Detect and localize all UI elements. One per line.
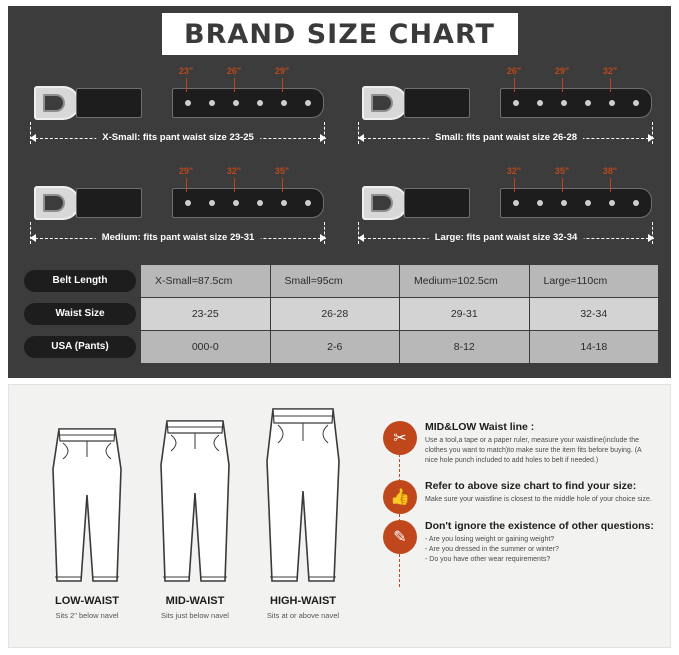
table-cell: 29-31 — [400, 298, 530, 331]
belt-caption: X-Small: fits pant waist size 23-25 — [96, 132, 260, 143]
tick-label: 29" — [554, 66, 570, 76]
row-header-cell — [20, 265, 141, 298]
pants-sublabel: Sits just below navel — [161, 611, 229, 620]
belt-strap-left — [76, 88, 142, 118]
tip-line: clothes you want to match)to make sure the item fits before buying. (A — [425, 447, 642, 455]
pants-sublabel: Sits at or above navel — [266, 611, 340, 620]
table-cell: 2-6 — [270, 331, 400, 364]
belt-buckle-icon — [34, 86, 80, 120]
tick-label: 32" — [226, 166, 242, 176]
scissors-icon: ✂ — [383, 421, 417, 455]
tip-line: Make sure your waistline is closest to the middle hole of your choice size. — [425, 496, 652, 504]
belt-diagram-large — [348, 160, 659, 258]
tip-item-other-questions — [377, 520, 663, 565]
pants-illustration — [33, 399, 141, 589]
tip-item-refer-chart — [377, 480, 663, 505]
tip-body — [425, 436, 663, 466]
belt-strap-left — [76, 188, 142, 218]
table-cell: Large=110cm — [529, 265, 659, 298]
table-cell: Medium=102.5cm — [400, 265, 530, 298]
belt-measure-bracket — [358, 122, 654, 152]
belt-holes — [185, 200, 313, 207]
table-cell: 23-25 — [141, 298, 271, 331]
page-title: BRAND SIZE CHART — [184, 18, 495, 50]
belt-holes — [513, 100, 641, 107]
row-header-label: USA (Pants) — [24, 336, 136, 358]
belt-strap-left — [404, 88, 470, 118]
table-row — [20, 265, 659, 298]
table-cell: 26-28 — [270, 298, 400, 331]
thumbs-up-icon: 👍 — [383, 480, 417, 514]
belt-tick-labels — [172, 66, 324, 88]
table-cell: 000-0 — [141, 331, 271, 364]
belt-caption: Large: fits pant waist size 32-34 — [429, 232, 584, 243]
table-row — [20, 298, 659, 331]
pants-illustration — [141, 399, 249, 589]
tick-label: 26" — [506, 66, 522, 76]
belt-strap-right — [172, 88, 324, 118]
row-header-label: Belt Length — [24, 270, 136, 292]
tip-line: - Are you losing weight or gaining weight? — [425, 535, 555, 543]
top-panel — [8, 6, 671, 378]
tick-label: 32" — [506, 166, 522, 176]
tips-list — [377, 421, 663, 579]
pants-label: LOW-WAIST — [55, 595, 119, 607]
tip-title: Refer to above size chart to find your size: — [425, 480, 637, 493]
belt-measure-bracket — [30, 222, 326, 252]
tip-line: nice hole punch included to add holes to belt if needed.) — [425, 457, 599, 465]
belt-measure-bracket — [30, 122, 326, 152]
belt-diagram-x-small — [20, 60, 331, 158]
pants-illustration — [249, 399, 357, 589]
table-cell: 32-34 — [529, 298, 659, 331]
row-header-cell — [20, 331, 141, 364]
row-header-label: Waist Size — [24, 303, 136, 325]
belt-strap-right — [500, 188, 652, 218]
belt-buckle-icon — [34, 186, 80, 220]
pants-sublabel: Sits 2" below navel — [55, 611, 119, 620]
tip-title: MID&LOW Waist line : — [425, 421, 535, 433]
pants-figure-high-waist — [249, 399, 357, 620]
tick-label: 35" — [274, 166, 290, 176]
belt-buckle-icon — [362, 186, 408, 220]
pencil-icon: ✎ — [383, 520, 417, 554]
belt-diagram-small — [348, 60, 659, 158]
tick-label: 29" — [274, 66, 290, 76]
table-cell: Small=95cm — [270, 265, 400, 298]
belt-tick-labels — [500, 166, 652, 188]
tip-line: - Are you dressed in the summer or winter? — [425, 545, 559, 553]
belt-caption: Medium: fits pant waist size 29-31 — [96, 232, 261, 243]
pants-figure-mid-waist — [141, 399, 249, 620]
belt-strap-left — [404, 188, 470, 218]
tip-body — [425, 495, 663, 505]
tip-title: Don't ignore the existence of other questions: — [425, 519, 654, 532]
tip-line: Use a tool,a tape or a paper ruler, measure your waistline(include the — [425, 437, 640, 444]
belt-diagram-medium — [20, 160, 331, 258]
belt-strap-right — [172, 188, 324, 218]
belt-strap-right — [500, 88, 652, 118]
tick-label: 29" — [178, 166, 194, 176]
table-row — [20, 331, 659, 364]
pants-label: HIGH-WAIST — [270, 595, 336, 607]
size-table — [20, 264, 659, 364]
table-cell: 14-18 — [529, 331, 659, 364]
tick-label: 32" — [602, 66, 618, 76]
row-header-cell — [20, 298, 141, 331]
table-cell: X-Small=87.5cm — [141, 265, 271, 298]
table-cell: 8-12 — [400, 331, 530, 364]
tip-item-measure — [377, 421, 663, 466]
pants-label: MID-WAIST — [165, 595, 225, 607]
tick-label: 38" — [602, 166, 618, 176]
belt-buckle-icon — [362, 86, 408, 120]
pants-figure-low-waist — [33, 399, 141, 620]
belt-diagram-grid — [20, 60, 659, 260]
belt-holes — [185, 100, 313, 107]
tick-label: 23" — [178, 66, 194, 76]
belt-tick-labels — [500, 66, 652, 88]
belt-holes — [513, 200, 641, 207]
tick-label: 26" — [226, 66, 242, 76]
belt-caption: Small: fits pant waist size 26-28 — [429, 132, 583, 143]
tick-label: 35" — [554, 166, 570, 176]
bottom-panel — [8, 384, 671, 648]
belt-measure-bracket — [358, 222, 654, 252]
tip-line: - Do you have other wear requirements? — [425, 555, 551, 563]
belt-tick-labels — [172, 166, 324, 188]
tip-body — [425, 535, 663, 565]
title-bar — [162, 13, 518, 55]
